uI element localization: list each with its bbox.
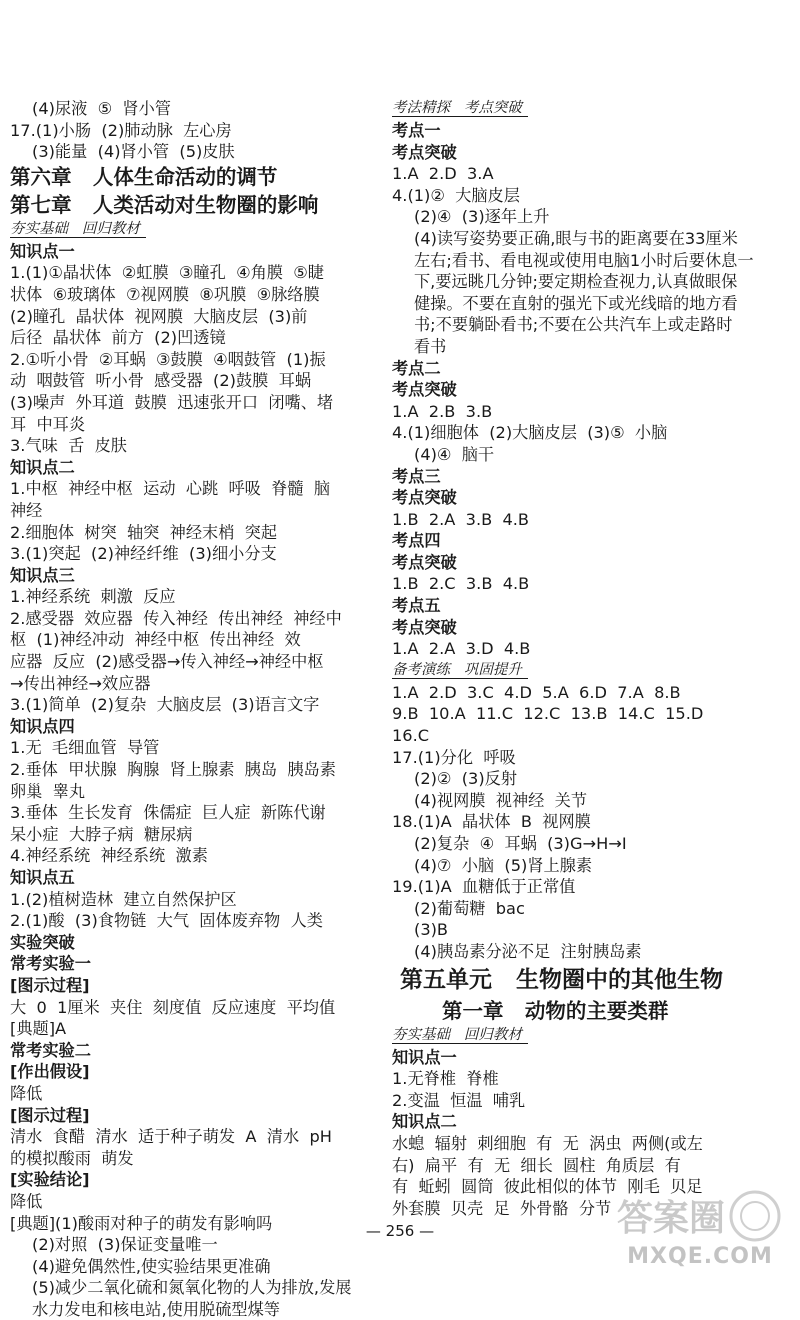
answer-line: 1.B 2.A 3.B 4.B <box>392 509 530 529</box>
section-banner <box>392 98 790 120</box>
section-heading: 考点突破 <box>392 552 457 572</box>
answer-line: 降低 <box>10 1191 43 1211</box>
answer-line: 应器 反应 (2)感受器→传入神经→神经中枢 <box>10 652 324 672</box>
answer-line: 降低 <box>10 1083 43 1103</box>
left-column <box>10 98 372 1320</box>
answer-line: 3.气味 舌 皮肤 <box>10 436 127 456</box>
answer-line-indented: 健操。不要在直射的强光下或光线暗的地方看 <box>414 293 738 313</box>
bracket-heading: [作出假设] <box>10 1062 90 1082</box>
chapter-title: 第六章 人体生命活动的调节 <box>10 164 278 189</box>
answer-line: 17.(1)分化 呼吸 <box>392 747 516 767</box>
chapter-title: 第一章 动物的主要类群 <box>392 998 669 1023</box>
bracket-heading: [图示过程] <box>10 1105 90 1125</box>
answer-line: (3)噪声 外耳道 鼓膜 迅速张开口 闭嘴、堵 <box>10 392 334 412</box>
answer-line: 1.A 2.A 3.D 4.B <box>392 639 531 659</box>
answer-line: 4.神经系统 神经系统 激素 <box>10 846 208 866</box>
answer-line: 4.(1)② 大脑皮层 <box>392 185 520 205</box>
section-heading: 常考实验二 <box>10 1040 91 1060</box>
answer-line: 清水 食醋 清水 适于种子萌发 A 清水 pH <box>10 1127 332 1147</box>
section-heading: 知识点二 <box>392 1112 457 1132</box>
answer-line: 水螅 辐射 刺细胞 有 无 涡虫 两侧(或左 <box>392 1133 703 1153</box>
answer-line: 有 蚯蚓 圆筒 彼此相似的体节 刚毛 贝足 <box>392 1177 703 1197</box>
answer-line: 神经 <box>10 500 43 520</box>
answer-line-indented: (5)减少二氧化硫和氮氧化物的人为排放,发展 <box>32 1278 352 1298</box>
right-column <box>392 98 790 1219</box>
answer-line: 1.中枢 神经中枢 运动 心跳 呼吸 脊髓 脑 <box>10 479 331 499</box>
answer-line: 后径 晶状体 前方 (2)凹透镜 <box>10 328 226 348</box>
answer-line-indented: (2)② (3)反射 <box>414 769 518 789</box>
answer-line-indented: (4)④ 脑干 <box>414 444 495 464</box>
section-heading: 知识点四 <box>10 716 75 736</box>
bracket-heading: [图示过程] <box>10 975 90 995</box>
answer-line: 3.(1)简单 (2)复杂 大脑皮层 (3)语言文字 <box>10 695 320 715</box>
page-number: — 256 — <box>365 1222 435 1240</box>
section-heading: 实验突破 <box>10 932 75 952</box>
section-heading: 考点突破 <box>392 617 457 637</box>
answer-line-indented: (2)葡萄糖 bac <box>414 898 525 918</box>
answer-line: 外套膜 贝壳 足 外骨骼 分节 <box>392 1198 612 1218</box>
section-heading: 考点突破 <box>392 488 457 508</box>
answer-line: [典题]A <box>10 1019 67 1039</box>
answer-line: 的模拟酸雨 萌发 <box>10 1148 134 1168</box>
watermark-brand: 答案圈 <box>617 1197 726 1239</box>
answer-line: 1.B 2.C 3.B 4.B <box>392 574 530 594</box>
section-heading: 考点三 <box>392 466 441 486</box>
answer-line: 3.(1)突起 (2)神经纤维 (3)细小分支 <box>10 544 277 564</box>
answer-line: 动 咽鼓管 听小骨 感受器 (2)鼓膜 耳蜗 <box>10 371 312 391</box>
answer-line: 19.(1)A 血糖低于正常值 <box>392 877 576 897</box>
watermark-url: MXQE.COM <box>627 1244 773 1269</box>
section-heading: 知识点三 <box>10 565 75 585</box>
answer-line: 耳 中耳炎 <box>10 414 86 434</box>
answer-line: 1.无脊椎 脊椎 <box>392 1069 499 1089</box>
answer-line-indented: (3)B <box>414 920 449 940</box>
answer-line: 2.变温 恒温 哺乳 <box>392 1090 526 1110</box>
answer-line-indented: (2)复杂 ④ 耳蜗 (3)G→H→I <box>414 834 627 853</box>
answer-line: 2.垂体 甲状腺 胸腺 肾上腺素 胰岛 胰岛素 <box>10 760 336 780</box>
section-heading: 考点突破 <box>392 142 457 162</box>
answer-line: 大 0 1厘米 夹住 刻度值 反应速度 平均值 <box>10 997 336 1017</box>
section-banner-label: 夯实基础 回归教材 <box>392 1027 528 1044</box>
answer-line-indented: 下,要远眺几分钟;要定期检查视力,认真做眼保 <box>414 272 738 292</box>
answer-line-indented: (4)胰岛素分泌不足 注射胰岛素 <box>414 941 642 961</box>
unit-title: 第五单元 生物圈中的其他生物 <box>392 965 724 993</box>
bracket-heading: [实验结论] <box>10 1170 90 1190</box>
answer-line-indented: (2)对照 (3)保证变量唯一 <box>32 1235 218 1255</box>
answer-line: 卵巢 睾丸 <box>10 781 86 801</box>
answer-line-indented: (4)读写姿势要正确,眼与书的距离要在33厘米 <box>414 228 738 248</box>
section-heading: 考点一 <box>392 121 441 140</box>
answer-line: 呆小症 大脖子病 糖尿病 <box>10 824 193 844</box>
section-heading: 知识点二 <box>10 457 75 477</box>
answer-line-indented: (4)视网膜 视神经 关节 <box>414 790 588 810</box>
answer-line-indented: (3)能量 (4)肾小管 (5)皮肤 <box>32 142 235 162</box>
answer-line: 9.B 10.A 11.C 12.C 13.B 14.C 15.D <box>392 704 704 724</box>
section-banner <box>10 219 372 241</box>
section-heading: 知识点一 <box>392 1047 457 1067</box>
section-banner-label: 夯实基础 回归教材 <box>10 221 146 238</box>
answer-line: 3.垂体 生长发育 侏儒症 巨人症 新陈代谢 <box>10 803 326 823</box>
answer-line-indented: 书;不要躺卧看书;不要在公共汽车上或走路时 <box>414 315 733 335</box>
section-banner-label: 备考演练 巩固提升 <box>392 662 528 679</box>
section-heading: 考点突破 <box>392 380 457 400</box>
answer-line-indented: 看书 <box>414 336 447 356</box>
chapter-title: 第七章 人类活动对生物圈的影响 <box>10 192 319 217</box>
answer-line: (2)瞳孔 晶状体 视网膜 大脑皮层 (3)前 <box>10 306 308 326</box>
answer-line: 1.(2)植树造林 建立自然保护区 <box>10 889 237 909</box>
section-heading: 考点五 <box>392 596 441 616</box>
answer-line: 1.无 毛细血管 导管 <box>10 738 160 758</box>
answer-line: 枢 (1)神经冲动 神经中枢 传出神经 效 <box>10 630 301 650</box>
answer-line: [典题](1)酸雨对种子的萌发有影响吗 <box>10 1213 273 1233</box>
answer-line: 1.(1)①晶状体 ②虹膜 ③瞳孔 ④角膜 ⑤睫 <box>10 263 324 283</box>
section-heading: 常考实验一 <box>10 954 91 974</box>
answer-line: 1.A 2.D 3.C 4.D 5.A 6.D 7.A 8.B <box>392 682 681 702</box>
section-heading: 考点二 <box>392 358 441 378</box>
answer-line: 2.细胞体 树突 轴突 神经末梢 突起 <box>10 522 278 542</box>
answer-line-indented: (4)尿液 ⑤ 肾小管 <box>32 99 171 118</box>
answer-line: 2.感受器 效应器 传入神经 传出神经 神经中 <box>10 608 342 628</box>
answer-line: 18.(1)A 晶状体 B 视网膜 <box>392 812 591 832</box>
answer-line-indented: (2)④ (3)逐年上升 <box>414 207 550 227</box>
answer-line: 1.A 2.B 3.B <box>392 401 493 421</box>
section-banner <box>392 660 790 682</box>
section-heading: 知识点五 <box>10 868 75 887</box>
answer-line: 1.神经系统 刺激 反应 <box>10 587 176 607</box>
answer-line: 2.①听小骨 ②耳蜗 ③鼓膜 ④咽鼓管 (1)振 <box>10 349 326 369</box>
answer-line-indented: 水力发电和核电站,使用脱硫型煤等 <box>32 1299 280 1319</box>
answer-line-indented: 左右;看书、看电视或使用电脑1小时后要休息一 <box>414 250 754 270</box>
answer-line-indented: (4)避免偶然性,使实验结果更准确 <box>32 1256 271 1276</box>
answer-line: 1.A 2.D 3.A <box>392 164 494 184</box>
answer-line: →传出神经→效应器 <box>10 673 151 693</box>
section-banner-label: 考法精探 考点突破 <box>392 100 528 117</box>
answer-line-indented: (4)⑦ 小脑 (5)肾上腺素 <box>414 855 593 875</box>
answer-line: 16.C <box>392 726 430 746</box>
answer-line: 4.(1)细胞体 (2)大脑皮层 (3)⑤ 小脑 <box>392 423 668 443</box>
section-heading: 知识点一 <box>10 241 75 261</box>
answer-line: 2.(1)酸 (3)食物链 大气 固体废弃物 人类 <box>10 911 323 931</box>
answer-line: 右) 扁平 有 无 细长 圆柱 角质层 有 <box>392 1155 681 1175</box>
answer-line: 状体 ⑥玻璃体 ⑦视网膜 ⑧巩膜 ⑨脉络膜 <box>10 284 320 304</box>
section-banner <box>392 1025 790 1047</box>
answer-line: 17.(1)小肠 (2)肺动脉 左心房 <box>10 120 232 140</box>
section-heading: 考点四 <box>392 531 441 551</box>
